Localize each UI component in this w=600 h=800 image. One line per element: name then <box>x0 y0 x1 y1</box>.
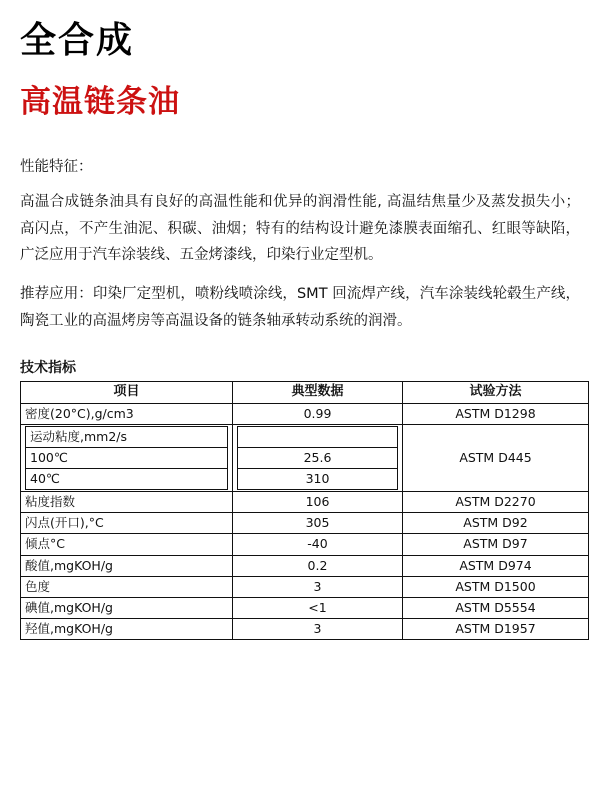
cell-method: ASTM D2270 <box>403 492 589 513</box>
table-row <box>21 403 589 424</box>
cell-value <box>233 424 403 491</box>
cell-method: ASTM D5554 <box>403 597 589 618</box>
performance-paragraph: 高温合成链条油具有良好的高温性能和优异的润滑性能, 高温结焦量少及蒸发损失小；高闪点，不产生油泥、积碳、油烟；特有的结构设计避免漆膜表面缩孔、红眼等缺陷，广泛应用于汽车涂装线、五金烤漆线，印染行业定型机。 <box>20 193 580 264</box>
cell-item: 闪点(开口),°C <box>21 513 233 534</box>
cell-method: ASTM D974 <box>403 555 589 576</box>
cell-value: 106 <box>233 492 403 513</box>
header-value: 典型数据 <box>233 381 403 403</box>
table-header-row <box>21 381 589 403</box>
cell-item: 倾点°C <box>21 534 233 555</box>
header-item: 项目 <box>21 381 233 403</box>
cell-value: 0.2 <box>233 555 403 576</box>
cell-item-sub-1: 100℃ <box>26 447 228 468</box>
table-row <box>21 424 589 491</box>
nested-value-table <box>237 426 398 490</box>
table-row <box>21 576 589 597</box>
cell-value: 3 <box>233 618 403 639</box>
table-row <box>21 534 589 555</box>
cell-value-sub-2: 310 <box>238 469 398 490</box>
tech-spec-table <box>20 381 589 640</box>
cell-method: ASTM D97 <box>403 534 589 555</box>
cell-value: -40 <box>233 534 403 555</box>
table-row <box>21 618 589 639</box>
cell-value: 3 <box>233 576 403 597</box>
cell-method: ASTM D1500 <box>403 576 589 597</box>
cell-value-blank <box>238 426 398 447</box>
table-row <box>21 492 589 513</box>
tech-spec-label: 技术指标 <box>20 359 76 376</box>
page-subtitle: 高温链条油 <box>20 84 180 121</box>
cell-item: 粘度指数 <box>21 492 233 513</box>
cell-value: 0.99 <box>233 403 403 424</box>
header-method: 试验方法 <box>403 381 589 403</box>
application-paragraph: 推荐应用：印染厂定型机，喷粉线喷涂线，SMT 回流焊产线，汽车涂装线轮毂生产线，陶瓷工业的高温烤房等高温设备的链条轴承转动系统的润滑。 <box>20 286 580 330</box>
cell-method: ASTM D445 <box>403 424 589 491</box>
page-title: 全合成 <box>20 20 135 61</box>
table-row <box>21 513 589 534</box>
performance-label: 性能特征： <box>20 159 93 176</box>
table-row <box>21 597 589 618</box>
cell-item: 色度 <box>21 576 233 597</box>
cell-item-sub-2: 40℃ <box>26 469 228 490</box>
nested-item-table <box>25 426 228 490</box>
cell-value: <1 <box>233 597 403 618</box>
cell-item: 酸值,mgKOH/g <box>21 555 233 576</box>
cell-value-sub-1: 25.6 <box>238 447 398 468</box>
table-row <box>21 555 589 576</box>
cell-method: ASTM D1298 <box>403 403 589 424</box>
cell-method: ASTM D92 <box>403 513 589 534</box>
cell-item <box>21 424 233 491</box>
cell-value: 305 <box>233 513 403 534</box>
cell-method: ASTM D1957 <box>403 618 589 639</box>
cell-item: 密度(20°C),g/cm3 <box>21 403 233 424</box>
cell-item: 碘值,mgKOH/g <box>21 597 233 618</box>
cell-item-title: 运动粘度,mm2/s <box>26 426 228 447</box>
cell-item: 羟值,mgKOH/g <box>21 618 233 639</box>
